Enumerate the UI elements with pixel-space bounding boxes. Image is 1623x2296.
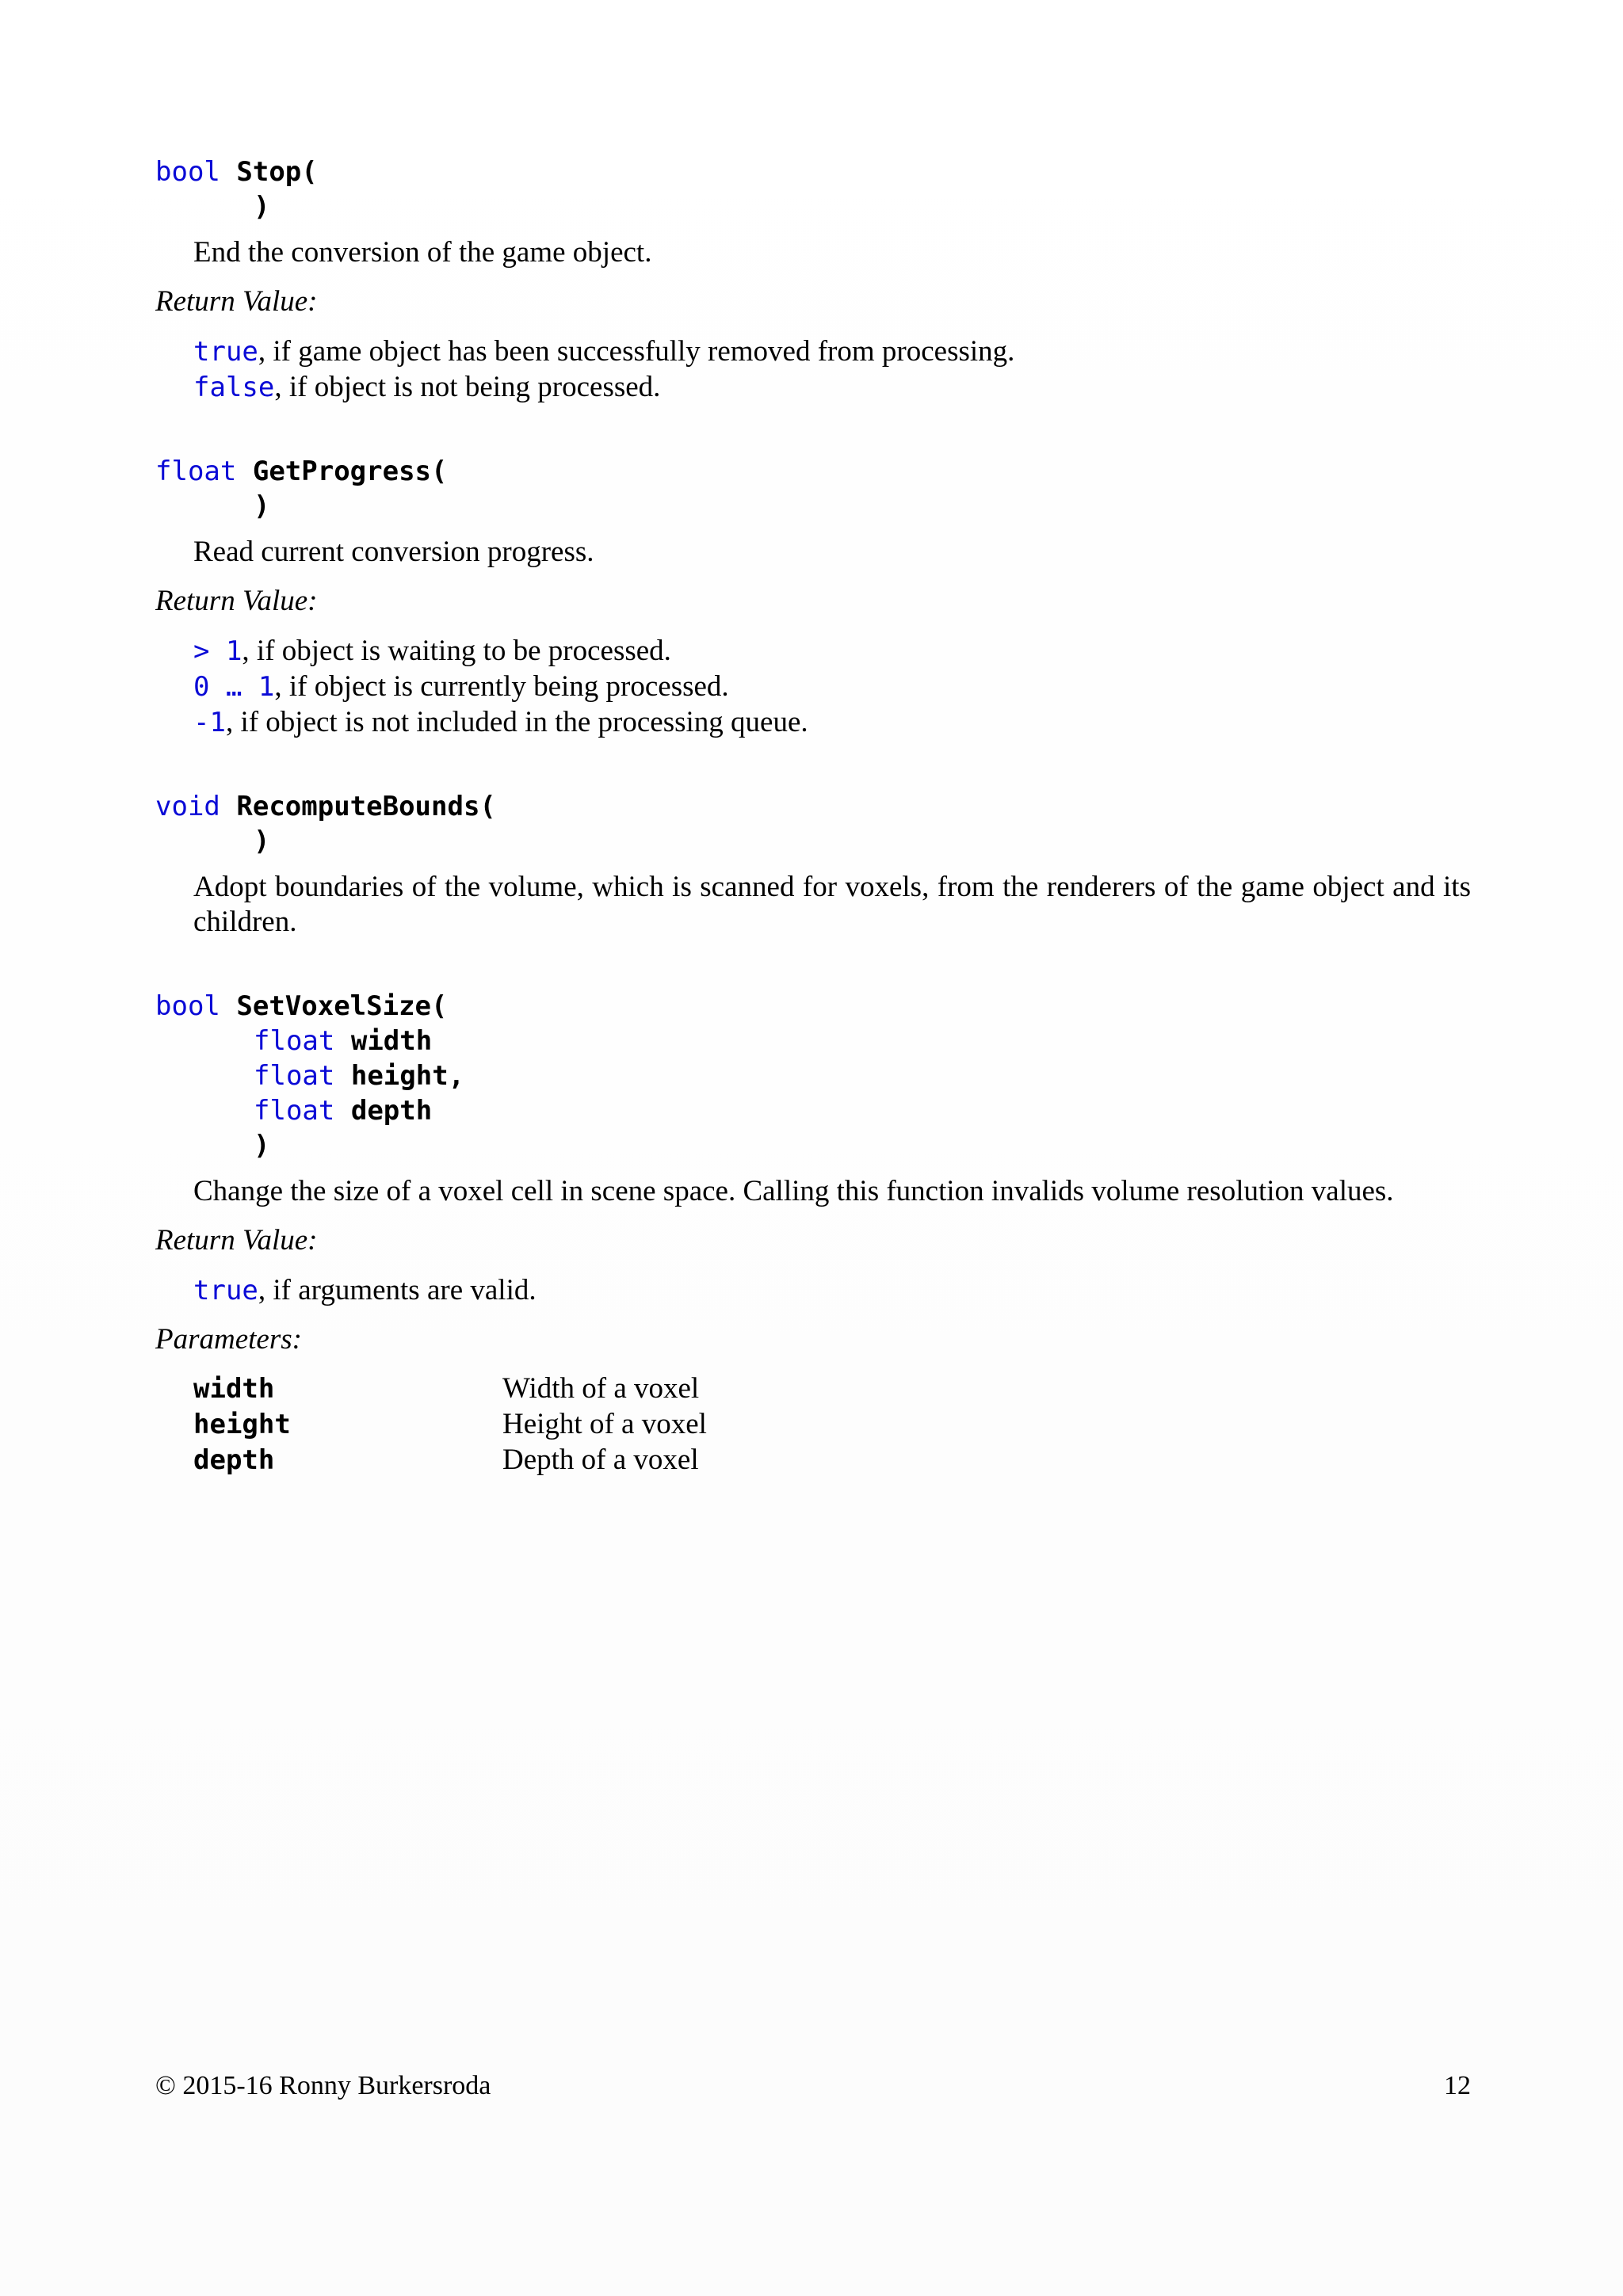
function-description: End the conversion of the game object.	[193, 236, 652, 269]
param-name: depth	[350, 1095, 433, 1127]
function-stop	[155, 154, 1471, 405]
page-number: 12	[1444, 2071, 1471, 2100]
return-type: bool	[155, 990, 220, 1022]
return-value-code: false	[193, 372, 275, 403]
parameter-name: height	[193, 1409, 291, 1440]
return-value-list	[155, 334, 1471, 405]
return-value-text: , if game object has been successfully removed from processing.	[258, 335, 1015, 368]
return-value-label: Return Value:	[155, 1224, 318, 1257]
parameter-description: Height of a voxel	[502, 1408, 707, 1440]
return-value-list	[155, 633, 1471, 740]
signature-close-paren: )	[254, 490, 270, 522]
return-value-text: , if object is not included in the processing queue.	[225, 706, 808, 738]
parameter-description: Width of a voxel	[502, 1372, 700, 1405]
return-value-code: > 1	[193, 635, 242, 667]
signature-param	[155, 1093, 1471, 1128]
signature-close-paren: )	[254, 826, 270, 857]
signature-close-paren: )	[254, 1130, 270, 1161]
function-name: Stop(	[236, 156, 318, 188]
function-signature	[155, 454, 1471, 489]
parameter-row	[193, 1371, 1471, 1407]
return-value-label: Return Value:	[155, 285, 318, 318]
parameter-name: depth	[193, 1444, 275, 1476]
return-value-item	[193, 633, 1471, 669]
param-name: width	[350, 1025, 433, 1057]
function-signature	[155, 989, 1471, 1024]
return-value-item	[193, 334, 1471, 369]
return-value-code: -1	[193, 707, 226, 738]
function-description: Change the size of a voxel cell in scene space. Calling this function invalids volume resolution values.	[193, 1175, 1394, 1207]
return-value-item	[193, 704, 1471, 740]
page-content	[155, 154, 1471, 1518]
parameters-label: Parameters:	[155, 1323, 302, 1356]
function-signature	[155, 154, 1471, 189]
param-type: float	[254, 1025, 335, 1057]
function-name: SetVoxelSize(	[236, 990, 448, 1022]
return-value-code: 0 … 1	[193, 671, 275, 703]
param-name: height,	[350, 1060, 465, 1092]
function-setvoxelsize	[155, 989, 1471, 1478]
return-value-list	[155, 1272, 1471, 1308]
function-name: GetProgress(	[252, 456, 448, 487]
signature-param	[155, 1024, 1471, 1058]
return-value-code: true	[193, 1275, 258, 1306]
function-signature	[155, 789, 1471, 824]
function-recomputebounds	[155, 789, 1471, 940]
return-value-item	[193, 669, 1471, 704]
parameter-name: width	[193, 1373, 275, 1405]
return-value-label: Return Value:	[155, 585, 318, 617]
parameter-row	[193, 1407, 1471, 1443]
return-value-text: , if object is currently being processed.	[274, 670, 729, 703]
signature-param	[155, 1058, 1471, 1093]
return-value-text: , if object is not being processed.	[274, 371, 661, 403]
parameters-table	[155, 1371, 1471, 1478]
page-footer	[155, 2071, 1471, 2101]
param-type: float	[254, 1060, 335, 1092]
function-getprogress	[155, 454, 1471, 740]
function-description: Adopt boundaries of the volume, which is scanned for voxels, from the renderers of the game object and its children.	[193, 871, 1471, 938]
return-value-item	[193, 369, 1471, 405]
footer-copyright: © 2015-16 Ronny Burkersroda	[155, 2071, 491, 2100]
parameter-description: Depth of a voxel	[502, 1444, 699, 1476]
signature-close-paren: )	[254, 191, 270, 223]
param-type: float	[254, 1095, 335, 1127]
return-value-code: true	[193, 336, 258, 368]
function-description: Read current conversion progress.	[193, 536, 594, 568]
function-name: RecomputeBounds(	[236, 791, 496, 822]
return-type: void	[155, 791, 220, 822]
return-type: bool	[155, 156, 220, 188]
return-value-text: , if object is waiting to be processed.	[242, 635, 671, 667]
return-type: float	[155, 456, 237, 487]
parameter-row	[193, 1443, 1471, 1478]
return-value-text: , if arguments are valid.	[258, 1274, 537, 1306]
return-value-item	[193, 1272, 1471, 1308]
